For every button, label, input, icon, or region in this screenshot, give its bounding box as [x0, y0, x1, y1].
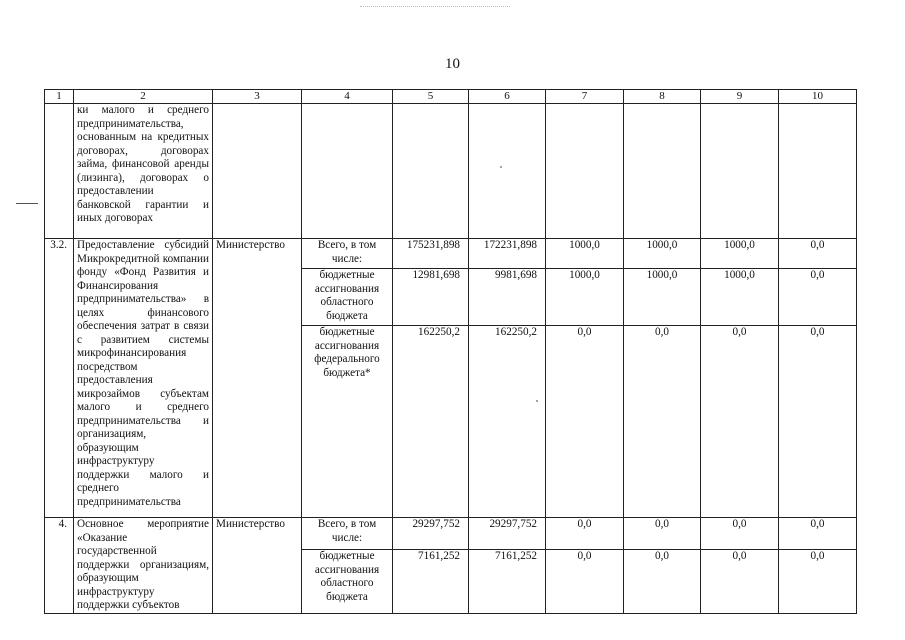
column-header: 2 [74, 90, 213, 104]
table-row [45, 239, 857, 269]
column-header: 10 [779, 90, 857, 104]
source-cell: бюджетные ассигнования федерального бюджета* [302, 326, 393, 518]
value-cell: 172231,898 [469, 239, 546, 269]
header-row [45, 90, 857, 104]
source-cell: бюджетные ассигнования областного бюджета [302, 269, 393, 326]
value-cell [779, 104, 857, 239]
value-cell: 162250,2 [393, 326, 469, 518]
source-cell: бюджетные ассигнования областного бюджета [302, 550, 393, 613]
value-cell: 175231,898 [393, 239, 469, 269]
value-cell: 1000,0 [546, 239, 624, 269]
item-number: 3.2. [45, 239, 74, 518]
item-number [45, 104, 74, 239]
value-cell: 1000,0 [701, 269, 779, 326]
value-cell: 0,0 [546, 518, 624, 550]
item-number: 4. [45, 518, 74, 614]
value-cell: 1000,0 [624, 239, 701, 269]
value-cell: 1000,0 [701, 239, 779, 269]
value-cell: 7161,252 [393, 550, 469, 613]
budget-table [44, 89, 857, 614]
scan-artifact [360, 6, 510, 9]
value-cell: 29297,752 [469, 518, 546, 550]
value-cell: 0,0 [624, 326, 701, 518]
value-cell: 162250,2 [469, 326, 546, 518]
item-description: Основное мероприятие «Оказание государственной поддержки организациям, образующим инфраструктуру поддержки субъектов [74, 518, 213, 614]
value-cell: 0,0 [779, 518, 857, 550]
column-header: 9 [701, 90, 779, 104]
executor-cell [213, 104, 302, 239]
executor-cell: Министерство [213, 518, 302, 614]
value-cell: 1000,0 [546, 269, 624, 326]
value-cell: 0,0 [546, 550, 624, 613]
column-header: 6 [469, 90, 546, 104]
value-cell [624, 104, 701, 239]
column-header: 1 [45, 90, 74, 104]
value-cell: 0,0 [701, 518, 779, 550]
page-number: 10 [445, 56, 460, 72]
value-cell: 0,0 [779, 326, 857, 518]
source-cell: Всего, в том числе: [302, 239, 393, 269]
value-cell: 0,0 [779, 239, 857, 269]
value-cell: 0,0 [701, 550, 779, 613]
column-header: 3 [213, 90, 302, 104]
column-header: 8 [624, 90, 701, 104]
value-cell: 0,0 [779, 550, 857, 613]
executor-cell: Министерство [213, 239, 302, 518]
value-cell [393, 104, 469, 239]
source-cell [302, 104, 393, 239]
continuation-row [45, 104, 857, 239]
value-cell: 0,0 [624, 550, 701, 613]
value-cell [701, 104, 779, 239]
column-header: 5 [393, 90, 469, 104]
column-header: 7 [546, 90, 624, 104]
value-cell [469, 104, 546, 239]
column-header: 4 [302, 90, 393, 104]
value-cell: 12981,698 [393, 269, 469, 326]
margin-mark [16, 203, 38, 204]
value-cell: 1000,0 [624, 269, 701, 326]
value-cell: 0,0 [546, 326, 624, 518]
value-cell: 0,0 [779, 269, 857, 326]
value-cell: 7161,252 [469, 550, 546, 613]
value-cell: 9981,698 [469, 269, 546, 326]
table-row [45, 518, 857, 550]
value-cell: 0,0 [701, 326, 779, 518]
item-description: ки малого и среднего предпринимательства, основанным на кредитных договорах, договорах займа, финансовой аренды (лизинга), договорах о предоставлении банковской гарантии и иных договорах [74, 104, 213, 239]
value-cell [546, 104, 624, 239]
value-cell: 0,0 [624, 518, 701, 550]
value-cell: 29297,752 [393, 518, 469, 550]
item-description: Предоставление субсидий Микрокредитной компании фонду «Фонд Развития и Финансирования предпринимательства» в целях финансового обеспечения затрат в связи с развитием системы микрофинансирования посредством предоставления микрозаймов субъектам малого и среднего предпринимательства и организациям, образующим инфраструктуру поддержки малого и среднего предпринимательства [74, 239, 213, 518]
source-cell: Всего, в том числе: [302, 518, 393, 550]
